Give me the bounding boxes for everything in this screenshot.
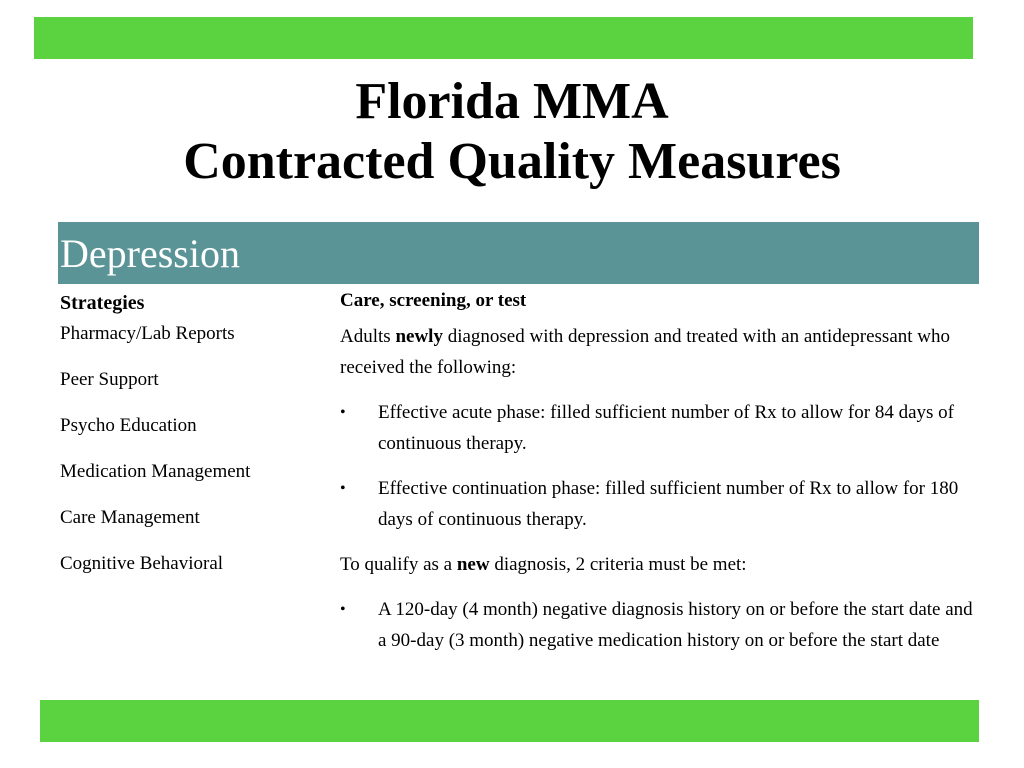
qualify-text-rest: diagnosis, 2 criteria must be met: [489,554,747,575]
qualify-emphasis: new [456,554,490,575]
bullet-dot-icon: • [340,480,346,497]
top-accent-bar [34,17,973,59]
strategies-list [60,322,330,576]
title-line-2: Contracted Quality Measures [183,133,841,190]
care-intro-text: Adults [340,326,396,347]
bottom-accent-bar [40,700,979,742]
phase-bullet-list [340,397,980,535]
section-header [58,222,979,284]
phase-bullet-item [340,473,980,535]
strategies-column [60,290,330,598]
qualify-text: To qualify as a [340,554,457,575]
slide-title [0,72,1024,192]
care-column [340,289,980,656]
strategy-item: Peer Support [60,369,159,390]
title-line-1: Florida MMA [355,73,669,130]
strategy-item: Pharmacy/Lab Reports [60,323,235,344]
bullet-dot-icon: • [340,404,346,421]
care-heading: Care, screening, or test [340,290,527,311]
qualify-paragraph [340,549,980,580]
care-intro-text-rest: diagnosed with depression and treated with an antidepressant who received the following: [340,326,950,378]
phase-bullet-item [340,397,980,459]
care-intro-emphasis: newly [395,326,443,347]
criteria-bullet-text: A 120-day (4 month) negative diagnosis history on or before the start date and a 90-day (3 month) negative medication history on or before the start date [378,599,973,651]
strategy-item: Psycho Education [60,415,197,436]
criteria-bullet-item [340,594,980,656]
strategies-heading: Strategies [60,292,145,314]
phase-bullet-text: Effective acute phase: filled sufficient number of Rx to allow for 84 days of continuous therapy. [378,402,954,454]
strategy-item: Cognitive Behavioral [60,553,224,574]
strategy-item: Care Management [60,507,200,528]
section-header-label: Depression [60,231,240,276]
care-intro-paragraph [340,321,980,383]
criteria-bullet-list [340,594,980,656]
strategy-item: Medication Management [60,461,251,482]
bullet-dot-icon: • [340,601,346,618]
phase-bullet-text: Effective continuation phase: filled sufficient number of Rx to allow for 180 days of continuous therapy. [378,478,959,530]
